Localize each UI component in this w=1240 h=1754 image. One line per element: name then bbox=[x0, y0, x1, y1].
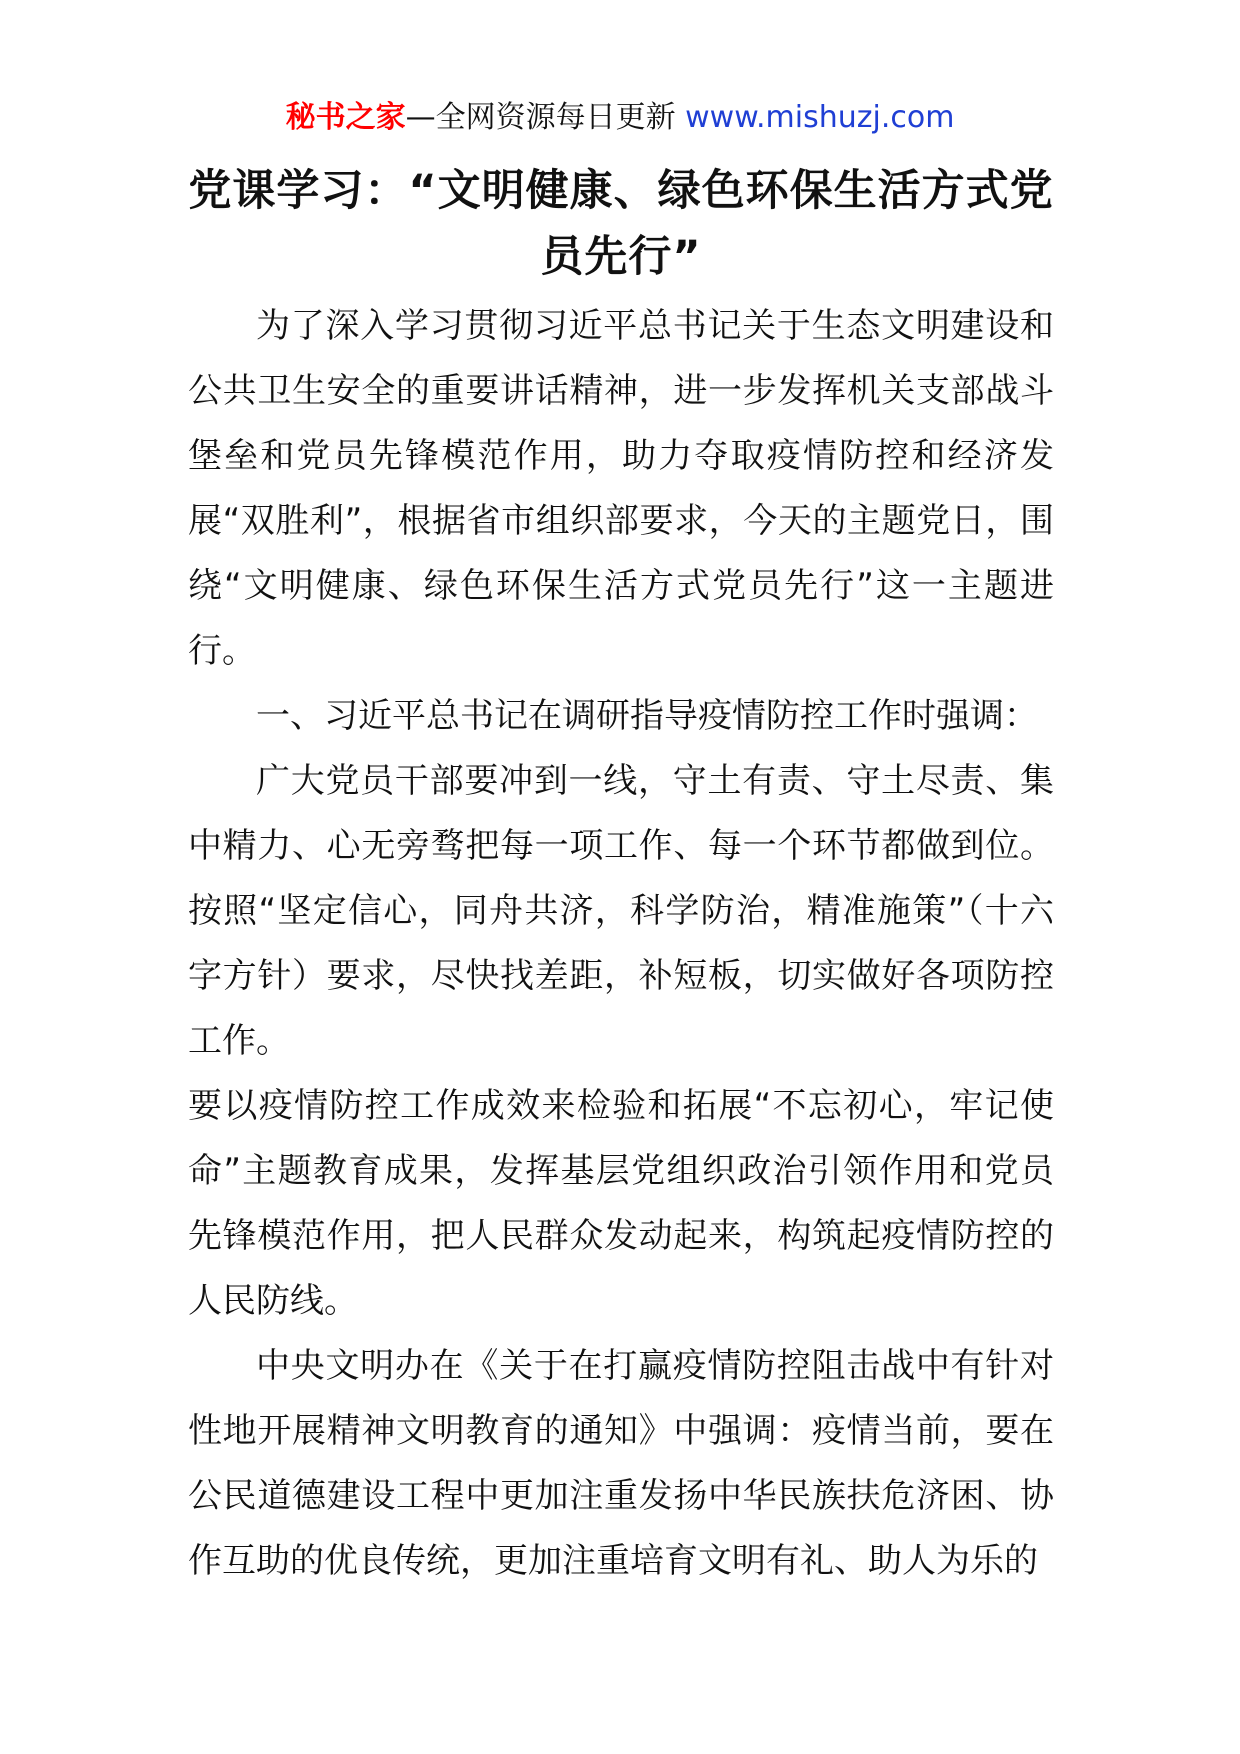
site-url[interactable]: www.mishuzj.com bbox=[685, 100, 955, 135]
paragraph: 一、习近平总书记在调研指导疫情防控工作时强调： bbox=[256, 696, 1038, 736]
paragraph: 广大党员干部要冲到一线，守土有责、守土尽责、集中精力、心无旁骛把每一项工作、每一个环节都做到位。按照“坚定信心，同舟共济，科学防治，精准施策”（十六字方针）要求，尽快找差距，补短板，切实做好各项防控工作。 bbox=[188, 761, 1054, 1061]
paragraph: 中央文明办在《关于在打赢疫情防控阻击战中有针对性地开展精神文明教育的通知》中强调：疫情当前，要在公民道德建设工程中更加注重发扬中华民族扶危济困、协作互助的优良传统，更加注重培育文明有礼、助人为乐的 bbox=[188, 1346, 1054, 1581]
paragraph: 要以疫情防控工作成效来检验和拓展“不忘初心，牢记使命”主题教育成果，发挥基层党组织政治引领作用和党员先锋模范作用，把人民群众发动起来，构筑起疫情防控的人民防线。 bbox=[188, 1086, 1054, 1321]
document-body bbox=[188, 294, 1054, 1594]
header-tagline: —全网资源每日更新 bbox=[405, 100, 686, 135]
header-banner bbox=[0, 98, 1240, 138]
paragraph: 为了深入学习贯彻习近平总书记关于生态文明建设和公共卫生安全的重要讲话精神，进一步发挥机关支部战斗堡垒和党员先锋模范作用，助力夺取疫情防控和经济发展“双胜利”，根据省市组织部要求，今天的主题党日，围绕“文明健康、绿色环保生活方式党员先行”这一主题进行。 bbox=[188, 306, 1054, 671]
document-title: 党课学习：“文明健康、绿色环保生活方式党员先行” bbox=[188, 166, 1054, 282]
brand-name: 秘书之家 bbox=[285, 100, 406, 135]
